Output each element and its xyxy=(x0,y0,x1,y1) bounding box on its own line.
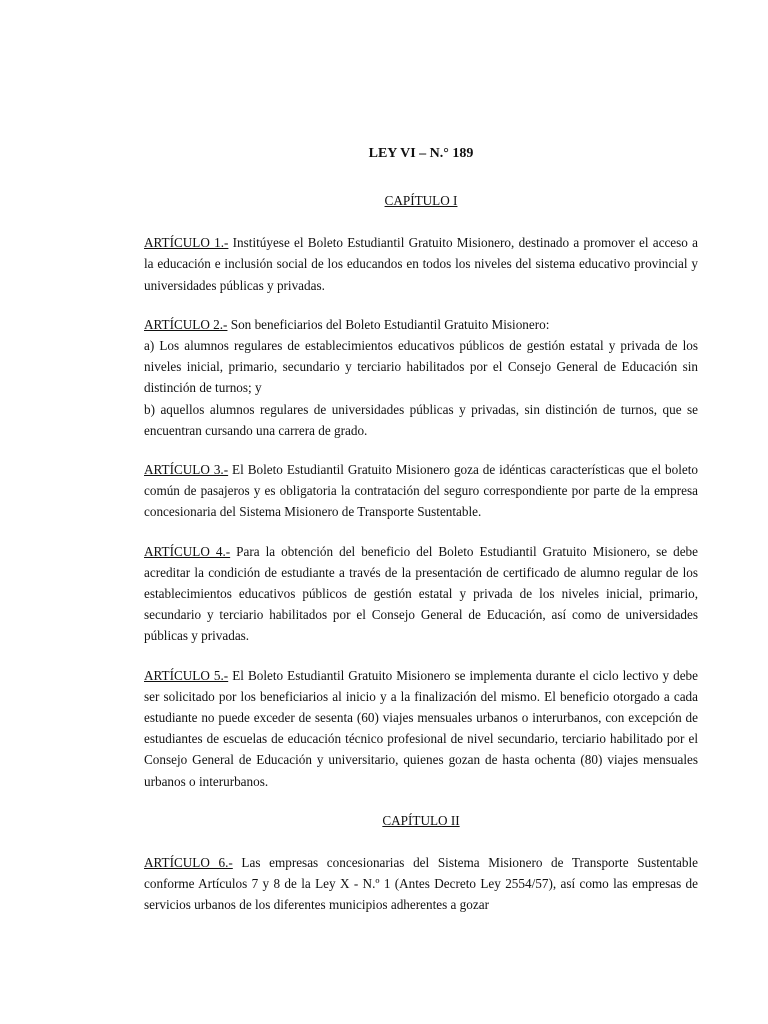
article-5 xyxy=(144,665,698,792)
chapter-heading-1 xyxy=(144,190,698,211)
article-6 xyxy=(144,852,698,916)
article-5-text: El Boleto Estudiantil Gratuito Misionero se implementa durante el ciclo lectivo y debe ser solicitado por los beneficiarios al inicio y a la finalización del mismo. El beneficio otorgado a cada estudiante no puede exceder de sesenta (60) viajes mensuales urbanos o interurbanos, con excepción de estudiantes de escuelas de educación técnico profesional de nivel secundario, terciario habilitado por el Consejo General de Educación y universitario, quienes gozan de hasta ochenta (80) viajes mensuales urbanos o interurbanos. xyxy=(144,667,698,789)
article-2-intro xyxy=(144,314,698,335)
article-1-text: Institúyese el Boleto Estudiantil Gratuito Misionero, destinado a promover el acceso a la educación e inclusión social de los educandos en todos los niveles del sistema educativo provincial y universidades públicas y privadas. xyxy=(144,235,698,293)
article-4-paragraph xyxy=(144,541,698,647)
law-title: LEY VI – N.° 189 xyxy=(368,146,474,161)
article-3 xyxy=(144,459,698,523)
article-2-item-b: b) aquellos alumnos regulares de universidades públicas y privadas, sin distinción de turnos, que se encuentran cursando una carrera de grado. xyxy=(144,401,698,438)
article-2 xyxy=(144,314,698,441)
document-content xyxy=(144,144,698,934)
chapter-heading-2 xyxy=(144,810,698,831)
article-1-paragraph xyxy=(144,232,698,296)
article-4-heading: ARTÍCULO 4.- xyxy=(144,543,231,559)
article-4-text: Para la obtención del beneficio del Boleto Estudiantil Gratuito Misionero, se debe acreditar la condición de estudiante a través de la presentación de certificado de alumno regular de los establecimientos educativos públicos de gestión estatal y privada de los niveles inicial, primario, secundario y terciario habilitados por el Consejo General de Educación, así como de universidades públicas y privadas. xyxy=(144,543,698,644)
article-4 xyxy=(144,541,698,647)
article-6-heading: ARTÍCULO 6.- xyxy=(144,855,233,871)
article-2-text: Son beneficiarios del Boleto Estudiantil Gratuito Misionero: xyxy=(227,316,550,332)
article-6-paragraph xyxy=(144,852,698,916)
article-3-paragraph xyxy=(144,459,698,523)
article-3-text: El Boleto Estudiantil Gratuito Misionero goza de idénticas características que el boleto común de pasajeros y es obligatoria la contratación del seguro correspondiente por parte de la empresa concesionaria del Sistema Misionero de Transporte Sustentable. xyxy=(144,462,699,520)
chapter-heading-1-text: CAPÍTULO I xyxy=(384,193,458,208)
article-5-heading: ARTÍCULO 5.- xyxy=(144,667,229,683)
chapter-heading-2-text: CAPÍTULO II xyxy=(382,812,460,828)
article-1 xyxy=(144,232,698,296)
article-5-paragraph xyxy=(144,665,698,792)
article-1-heading: ARTÍCULO 1.- xyxy=(144,235,229,251)
article-6-text: Las empresas concesionarias del Sistema Misionero de Transporte Sustentable conforme Artículos 7 y 8 de la Ley X - N.º 1 (Antes Decreto Ley 2554/57), así como las empresas de servicios urbanos de los diferentes municipios adherentes a gozar xyxy=(144,855,698,913)
article-2-heading: ARTÍCULO 2.- xyxy=(144,316,228,332)
article-3-heading: ARTÍCULO 3.- xyxy=(144,462,229,478)
article-2-item-a: a) Los alumnos regulares de establecimientos educativos públicos de gestión estatal y privada de los niveles inicial, primario, secundario y terciario habilitados por el Consejo General de Educación sin distinción de turnos; y xyxy=(144,338,698,396)
